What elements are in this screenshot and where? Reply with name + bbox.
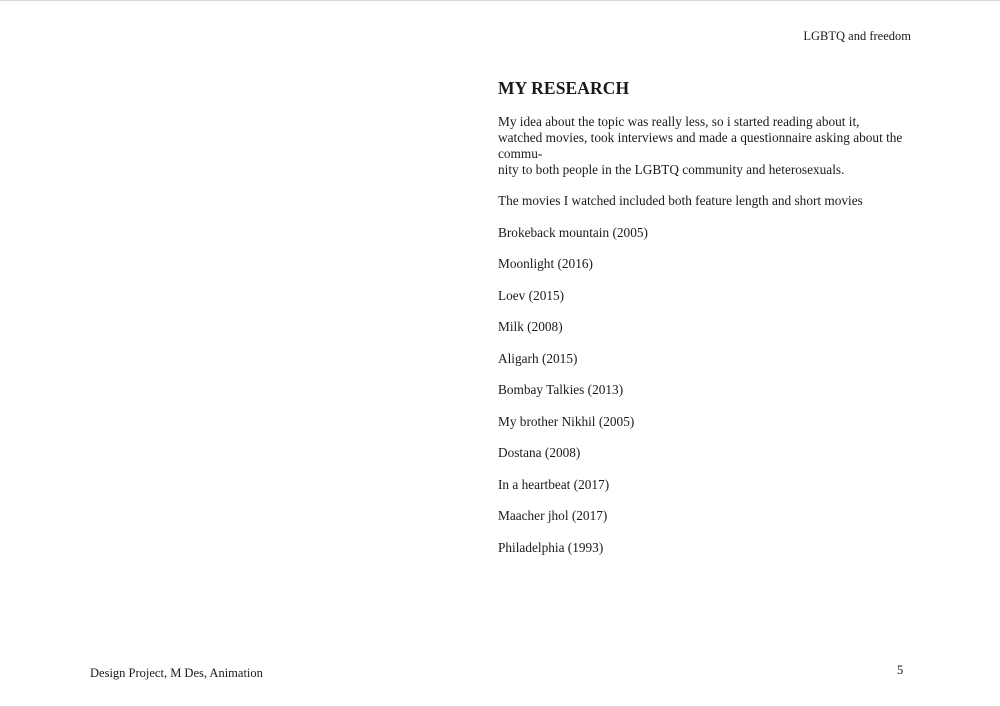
movie-item: Dostana (2008) [498, 445, 581, 460]
running-header: LGBTQ and freedom [803, 29, 911, 43]
movies-intro: The movies I watched included both feature length and short movies [498, 193, 863, 208]
page-heading: MY RESEARCH [498, 78, 630, 98]
movie-item: Moonlight (2016) [498, 256, 593, 271]
page-number: 5 [897, 663, 904, 677]
movie-item: Milk (2008) [498, 319, 563, 334]
movie-list [498, 225, 910, 556]
main-content [498, 78, 910, 571]
movie-item: Maacher jhol (2017) [498, 508, 608, 523]
movie-item: Bombay Talkies (2013) [498, 382, 624, 397]
movie-item: My brother Nikhil (2005) [498, 413, 635, 429]
movie-item: Aligarh (2015) [498, 350, 578, 366]
movie-item: Loev (2015) [498, 287, 565, 303]
movie-item: In a heartbeat (2017) [498, 476, 610, 492]
intro-paragraph: My idea about the topic was really less, so i started reading about it, watched movies, took interviews and made a questionnaire asking about the commu- nity to both people in the LGBTQ community and heterosexuals. [498, 114, 903, 177]
movie-item: Philadelphia (1993) [498, 539, 604, 555]
movie-item: Brokeback mountain (2005) [498, 224, 648, 240]
footer-text: Design Project, M Des, Animation [90, 666, 263, 680]
